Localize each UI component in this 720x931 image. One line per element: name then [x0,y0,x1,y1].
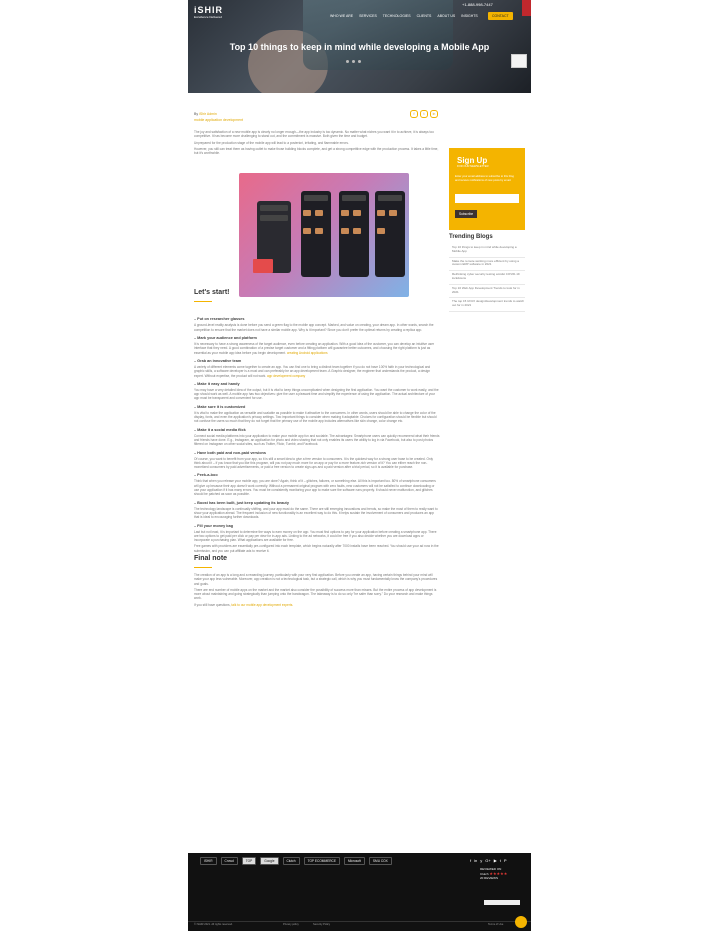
reviews-count: 20 REVIEWS [480,876,499,880]
divider [194,301,212,302]
social-links [470,858,507,863]
award-badge: TOP [242,857,257,865]
contact-button[interactable]: CONTACT [488,12,513,20]
subsection-heading: – Boost has been built, just keep updating its beauty [194,500,289,505]
intro-paragraph: However, you still can treat them as having outlet to make those building blocks complete, and get a strong competitive edge with the production process. It takes a little time, but it's worthwhile. [194,146,439,156]
copyright: © ISHIR 2021. All rights reserved. [194,923,233,926]
star-rating-icon: ★★★★★ [489,871,508,876]
sidebar [449,148,525,312]
header-phone[interactable]: +1-888-998-7447 [462,2,493,7]
intro-paragraph: Unprepared for the production stage of the mobile app will lead to a posteriori, irritating, and flammable errors. [194,140,349,145]
subsection-heading: – Peek-a-boo [194,473,218,478]
section-heading: Let's start! [194,289,230,297]
inline-link[interactable]: app development company [267,373,306,378]
divider [194,567,212,568]
youtube-icon[interactable]: ▶ [493,858,497,863]
logo-tagline: Excellence Delivered [194,15,223,19]
inline-link[interactable]: talk to our mobile app development experts. [231,602,294,607]
trending-item[interactable]: Make the remote working more efficient by using a custom ERP software in 2021 [449,258,525,272]
subsection-heading: – Make it a social media flick [194,427,246,432]
subsection-heading: – Make it easy and handy [194,381,240,386]
footer-link[interactable]: Security Policy [313,923,331,926]
subscribe-button[interactable]: Subscribe [455,210,477,218]
language-select[interactable] [484,900,520,905]
app-mockup-screen [375,191,405,277]
signup-title: Sign Up [457,156,488,165]
nav-item[interactable]: CLIENTS [416,14,432,18]
paragraph: You may have a very detailed idea of the output, but it is vital to keep things uncomplicated when designing the first application. You want the customer to work easily, and the app should work as well. A mobile app has two objectives: give the user a pleasant time and simplify the experience of using the application. The actual architecture of your app must be transparent and convenient for use. [194,387,439,401]
paragraph: If you still have questions, talk to our mobile app development experts. [194,602,294,607]
footer [188,853,531,931]
app-mockup-screen [301,191,331,277]
google-plus-icon[interactable]: G+ [485,858,491,863]
paragraph: It is necessary to have a strong awareness of the target audience, even before creating an application. With a good idea of the customer, you can develop an intuitive user interface that they need. A good combination of a precise target customer and a fitting platform will guarantee better outcomes, and choosing the right platform is just as essential as your mobile app idea before you begin development. creating Android applications [194,342,435,355]
badge-icon[interactable] [511,54,527,68]
footer-link[interactable]: Privacy policy [283,923,299,926]
trending-item[interactable]: Top 10 things to keep in mind while developing a Mobile App [449,244,525,258]
nav-item[interactable]: SERVICES [359,14,377,18]
share-buttons [410,110,438,118]
award-badge: ISHIR [200,857,217,865]
subsection-heading: – Make sure it is customized [194,404,246,409]
article-body [194,130,440,609]
paragraph: A ground-level reality analysis is done before you send a green flag to the mobile app concept. Marked, and value on creating, your dream app. In other words, search the competition to ensure that the market does not have a similar mobile app. Why is it important? Since you don't prefer the optimal returns by creating a replica app. [194,323,434,332]
award-badge: SMU COX [369,857,392,865]
hero-phone-image [303,0,456,70]
newsletter-signup [449,148,525,230]
subsection-heading: – Put on researcher glasses [194,317,245,322]
nav-item[interactable]: WHO WE ARE [330,14,354,18]
nav-item[interactable]: INSIGHTS [461,14,478,18]
trending-list [449,244,525,312]
paragraph: Connect social media platforms into your application to make your mobile app fun and sociable. The advantages: Smartphone users can quickly recommend what their friends and friends have done. E.g., Instagram, an application for photo and video sharing that not only enables its users the ability to log in via Facebook, but also to post photos filtered on Instagram on other social sites, such as Twitter, Flickr, Tumblr, and Facebook. [194,433,440,447]
trending-title: Trending Blogs [449,234,493,240]
pinterest-icon[interactable]: P [503,858,507,863]
language-flag-icon[interactable] [522,0,531,16]
award-badge: Crowd [221,857,238,865]
intro-paragraph: The joy and satisfaction of a new mobile app is clearly no longer enough—the app industry is too dynamic. No matter what niches you want it in to achieve, it is always too competitive. It has become more challenging to stand out, and the commitment is massive. Both given the time and budget. [194,130,434,139]
reviewed-on-label: REVIEWED ON [480,867,502,871]
main-nav [330,14,478,18]
paragraph: Free games with providers are essentially pre-configured into each template, which begins naturally after 7000 installs have been reached. You should use your ad now in the submission, and you can put affiliate ads to receive it. [194,544,439,553]
article-image [239,173,409,297]
twitter-icon[interactable]: t [499,858,501,863]
yelp-icon[interactable]: y [480,858,483,863]
paragraph: It is vital to make the application as versatile and scalable as possible to make it attractive to the consumers. In other words, users should be able to change the color of the display, fonts, and even the application's privacy settings. Two important things to consider when making it adaptable: Choices for configuration should be flexible but should not confuse the users so much that they do not forget that the primary use of the mobile app includes alternatives like skin change, color change etc. [194,410,437,424]
post-meta [194,112,243,122]
subsection-heading: – Grab an innovative team [194,358,242,363]
author-link[interactable]: iShir Admin [199,112,217,116]
page-title: Top 10 things to keep in mind while developing a Mobile App [229,42,490,52]
award-badge: Google [260,857,278,865]
paragraph: Last but not least, it is important to determine the ways to earn money on the app. You must find options to pay for your application before creating a smartphone app. There are two options to get paid per click or pay per view for in-app ads. Linking to the ad networks, it could be free if you also decide whether you are download apps or incorporate a purchasing plan. What applications are available for free. [194,529,437,543]
app-mockup-card [253,259,273,273]
subsection-heading: – Mark your audience and platform [194,336,257,341]
by-label: By [194,112,199,116]
footer-bottom-bar [188,921,531,930]
signup-text: Enter your email address to subscribe to this blog and receive notifications of new posts by email. [455,175,514,182]
subsection-heading: – Have both paid and non-paid versions [194,450,266,455]
award-badge: Microsoft [344,857,365,865]
logo-text: iSHIR [194,5,224,15]
inline-link[interactable]: creating Android applications [286,350,328,355]
award-badge: Clutch [283,857,300,865]
trending-item[interactable]: Top 10 Web App Development Trends to look for in 2021 [449,285,525,299]
twitter-icon[interactable]: t [420,110,428,118]
footer-link[interactable]: Terms of Use [488,923,504,926]
trending-item[interactable]: Rethinking cyber security testing amidst COVID-19 lockdowns [449,271,525,285]
paragraph: There are end number of mobile apps on the market and the market also consider the possibility of success more than misses. But the entire process of app development is more about maintaining and going strategically than jumping onto the bandwagon. The takeaway is to do so only "be safer than sorry." Do your research and make things work. [194,587,437,601]
signup-subtitle: FOR OUR NEWSLETTER [457,165,489,168]
paragraph: Of course, you want to benefit from your app, so it is still a smart idea to give a free version to consumers. It is the quickest way for a strong user base to be created. Only think about it – if you know that you like this program, will you not pay much more for an app or pay for a more feature-rich version of it? You can either reach the non-monetized consumers by paid advertisements, or paid a free version to create sign-ups and a paid version after a trial period, so it is available for purchase. [194,456,433,470]
paragraph: A variety of different elements come together to create an app. You can find one to bring a distinct team together if you do not have 100% faith in your technological and graphic skills, a software developer is a must and can preferably be an app development team. A Graphic designer, the engineer that understands the product, a design expert. Without expertise, the product will not work. app development company [194,364,431,378]
app-mockup-screen [339,191,369,277]
paragraph: The creation of an app is a long and a rewarding journey, particularly with your very first application. Before you create an app, having certain things behind your mind will make your app less vulnerable. Moreover, app creation is not a technological task, but a strategic call, which is why you must fundamentally know the company's procedures and goals. [194,572,438,586]
paragraph: The technology landscape is continually shifting, and your app must do the same. There are still emerging innovations and trends, so make the most of them to really want to show your application ahead. The frequent inclusion of new functionality is an excellent way to do this. It helps sustain the involvement of consumers and produces an app that is ideal to encouraging further downloads. [194,506,438,520]
clutch-logo: Clutch [480,872,489,876]
paragraph: Think that when you release your mobile app, you are done? Again, think of it – glitches, failures, or something else. All this is important too. 80% of smartphone consumers will give up because their app doesn't work correctly. Without a permanent original program with zero faults, new customers will not be satisfied to continue downloading or use your application if it has many errors. You must be consistently monitoring your app to make sure the software runs properly. It should never malfunction, and glitches should be patched as soon as possible. [194,479,436,497]
nav-item[interactable]: TECHNOLOGIES [382,14,411,18]
clutch-review[interactable] [480,867,507,880]
trending-item[interactable]: The top 15 UI/UX design/development trends to watch out for in 2021 [449,298,525,312]
chat-icon[interactable] [515,916,527,928]
carousel-dots[interactable] [346,60,361,63]
facebook-icon[interactable]: f [470,858,472,863]
hero-banner [188,0,531,93]
logo[interactable] [194,5,223,19]
awards-strip [200,857,420,865]
award-badge: TOP ECOMMERCE [304,857,340,865]
page [188,0,531,931]
section-heading: Final note [194,554,228,562]
subsection-heading: – Fill your money bag [194,523,234,528]
linkedin-icon[interactable]: in [430,110,438,118]
nav-item[interactable]: ABOUT US [437,14,456,18]
linkedin-icon[interactable]: in [474,858,478,863]
email-field[interactable] [455,194,519,203]
category-link[interactable]: mobile application development [194,118,244,122]
facebook-icon[interactable]: f [410,110,418,118]
